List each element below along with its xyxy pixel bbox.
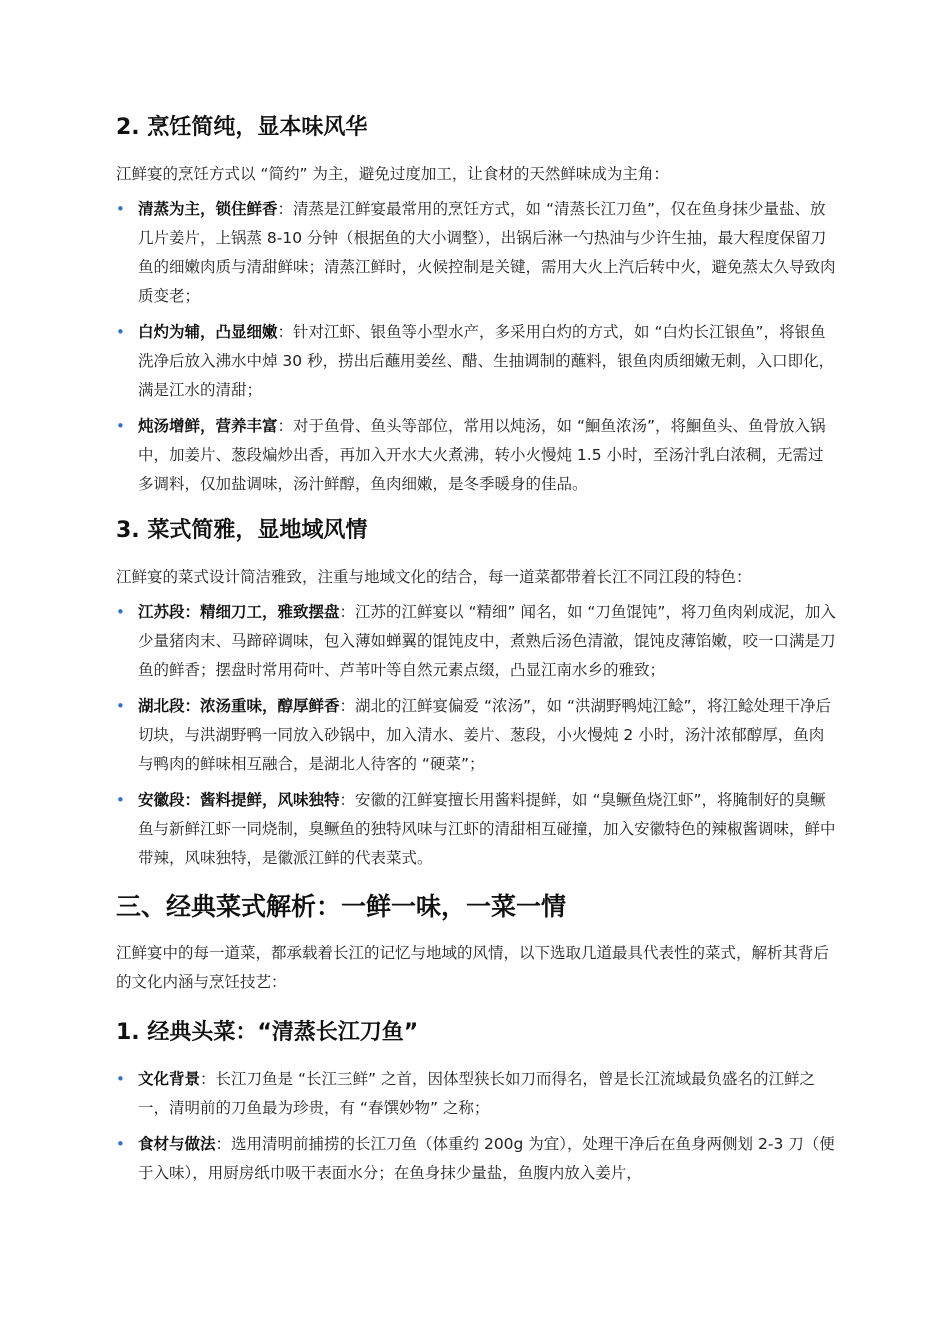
bullet-list-regions xyxy=(116,598,838,873)
bullet-icon: • xyxy=(116,323,125,341)
list-item xyxy=(116,318,838,405)
bullet-icon: • xyxy=(116,417,125,435)
bullet-icon: • xyxy=(116,1135,125,1153)
item-term: 食材与做法 xyxy=(138,1135,216,1153)
item-separator: ： xyxy=(200,1070,216,1088)
list-item xyxy=(116,598,838,685)
bullet-list-cooking xyxy=(116,195,838,499)
bullet-list-dish1 xyxy=(116,1065,838,1188)
section-intro-cooking: 江鲜宴的烹饪方式以 “简约” 为主，避免过度加工，让食材的天然鲜味成为主角： xyxy=(116,165,669,183)
item-separator: ： xyxy=(339,697,356,715)
bullet-icon: • xyxy=(116,697,125,715)
bullet-icon: • xyxy=(116,603,125,621)
list-item xyxy=(116,1130,838,1188)
bullet-icon: • xyxy=(116,200,125,218)
item-separator: ： xyxy=(277,417,294,435)
item-term: 安徽段：酱料提鲜，风味独特 xyxy=(138,791,340,809)
item-term: 白灼为辅，凸显细嫩 xyxy=(138,323,278,341)
list-item xyxy=(116,786,838,873)
item-text: 湖北的江鲜宴偏爱 “浓汤”，如 “洪湖野鸭炖江鲶”，将江鲶处理干净后切块，与洪湖野鸭一同放入砂锅中，加入清水、姜片、葱段，小火慢炖 2 小时，汤汁浓郁醇厚，鱼肉与鸭肉的鲜味相互融合，是湖北人待客的 “硬菜”； xyxy=(138,697,832,773)
item-separator: ： xyxy=(277,200,294,218)
part-heading-classic-dishes: 三、经典菜式解析：一鲜一味，一菜一情 xyxy=(116,892,567,921)
item-separator: ： xyxy=(339,603,356,621)
list-item xyxy=(116,195,838,311)
item-term: 炖汤增鲜，营养丰富 xyxy=(138,417,278,435)
item-text: 对于鱼骨、鱼头等部位，常用以炖汤，如 “鮰鱼浓汤”，将鮰鱼头、鱼骨放入锅中，加姜片、葱段煸炒出香，再加入开水大火煮沸，转小火慢炖 1.5 小时，至汤汁乳白浓稠，无需过多调料，仅加盐调味，汤汁鲜醇，鱼肉细嫩，是冬季暖身的佳品。 xyxy=(138,417,826,493)
part-intro-classic-dishes: 江鲜宴中的每一道菜，都承载着长江的记忆与地域的风情，以下选取几道最具代表性的菜式，解析其背后的文化内涵与烹饪技艺： xyxy=(116,944,830,991)
item-text: 清蒸是江鲜宴最常用的烹饪方式，如 “清蒸长江刀鱼”，仅在鱼身抹少量盐、放几片姜片，上锅蒸 8-10 分钟（根据鱼的大小调整），出锅后淋一勺热油与少许生抽，最大程度保留刀鱼的细嫩肉质与清甜鲜味；清蒸江鲜时，火候控制是关键，需用大火上汽后转中火，避免蒸太久导致肉质变老； xyxy=(138,200,836,305)
item-text: 长江刀鱼是 “长江三鲜” 之首，因体型狭长如刀而得名，曾是长江流域最负盛名的江鲜之一，清明前的刀鱼最为珍贵，有 “春馔妙物” 之称； xyxy=(138,1070,815,1117)
dish-heading-steamed-knifefish: 1. 经典头菜：“清蒸长江刀鱼” xyxy=(116,1020,419,1045)
item-separator: ： xyxy=(339,791,356,809)
item-term: 江苏段：精细刀工，雅致摆盘 xyxy=(138,603,340,621)
item-separator: ： xyxy=(215,1135,232,1153)
item-text: 安徽的江鲜宴擅长用酱料提鲜，如 “臭鳜鱼烧江虾”，将腌制好的臭鳜鱼与新鲜江虾一同烧制，臭鳜鱼的独特风味与江虾的清甜相互碰撞，加入安徽特色的辣椒酱调味，鲜中带辣，风味独特，是徽派江鲜的代表菜式。 xyxy=(138,791,836,867)
section-intro-dishes: 江鲜宴的菜式设计简洁雅致，注重与地域文化的结合，每一道菜都带着长江不同江段的特色： xyxy=(116,568,752,586)
section-heading-cooking: 2. 烹饪简纯，显本味风华 xyxy=(116,115,368,140)
item-term: 湖北段：浓汤重味，醇厚鲜香 xyxy=(138,697,340,715)
list-item xyxy=(116,412,838,499)
item-text: 江苏的江鲜宴以 “精细” 闻名，如 “刀鱼馄饨”，将刀鱼肉剁成泥，加入少量猪肉末、马蹄碎调味，包入薄如蝉翼的馄饨皮中，煮熟后汤色清澈，馄饨皮薄馅嫩，咬一口满是刀鱼的鲜香；摆盘时常用荷叶、芦苇叶等自然元素点缀，凸显江南水乡的雅致； xyxy=(138,603,836,679)
section-heading-dishes: 3. 菜式简雅，显地域风情 xyxy=(116,518,368,543)
item-term: 清蒸为主，锁住鲜香 xyxy=(138,200,278,218)
item-text: 选用清明前捕捞的长江刀鱼（体重约 200g 为宜），处理干净后在鱼身两侧划 2-3 刀（便于入味），用厨房纸巾吸干表面水分；在鱼身抹少量盐，鱼腹内放入姜片， xyxy=(138,1135,835,1182)
item-term: 文化背景 xyxy=(138,1070,201,1088)
item-separator: ： xyxy=(277,323,294,341)
list-item xyxy=(116,692,838,779)
bullet-icon: • xyxy=(116,791,125,809)
item-text: 针对江虾、银鱼等小型水产，多采用白灼的方式，如 “白灼长江银鱼”，将银鱼洗净后放入沸水中焯 30 秒，捞出后蘸用姜丝、醋、生抽调制的蘸料，银鱼肉质细嫩无刺，入口即化，满是江水的清甜； xyxy=(138,323,835,399)
bullet-icon: • xyxy=(116,1070,125,1088)
list-item xyxy=(116,1065,838,1123)
